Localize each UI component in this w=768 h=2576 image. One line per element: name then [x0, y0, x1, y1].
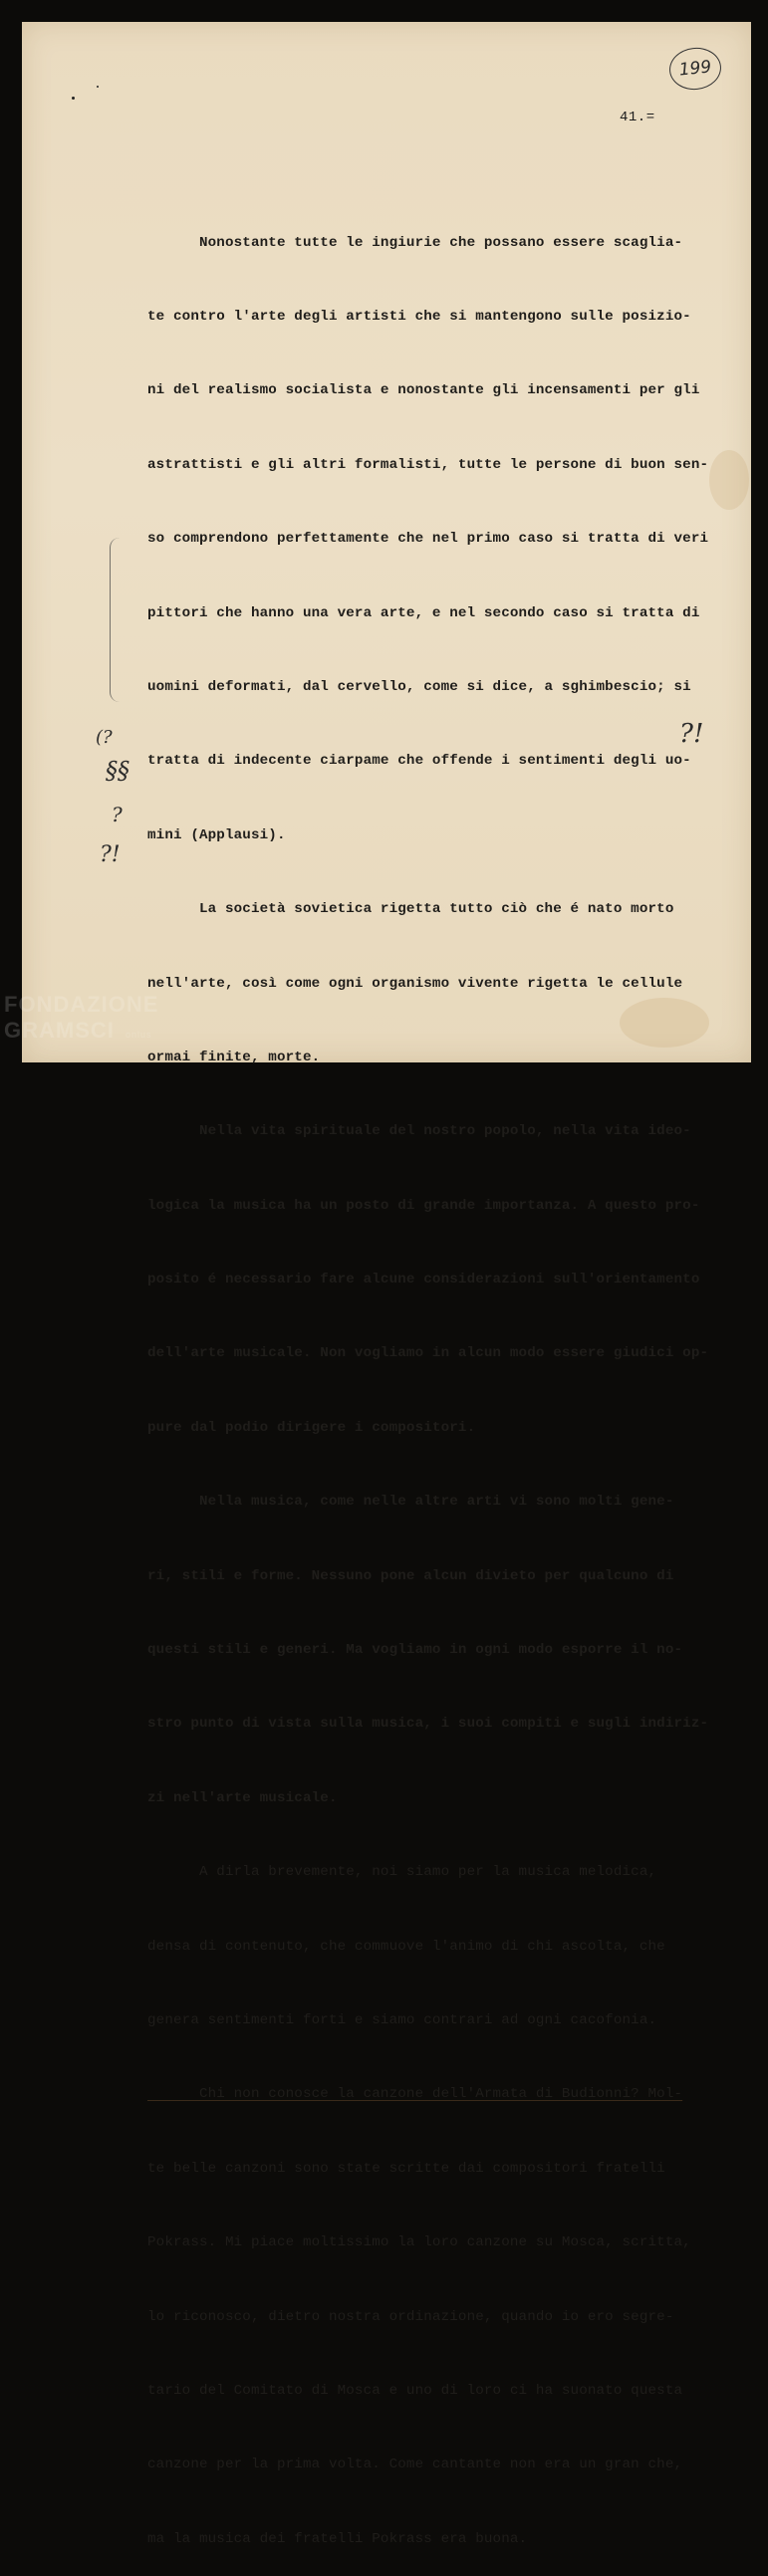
margin-note-question-exclaim-2: ?!: [100, 842, 121, 867]
text-line: lo riconosco, dietro nostra ordinazione, quando io ero segre-: [147, 2308, 674, 2325]
text-line: stro punto di vista sulla musica, i suoi compiti e sugli indiriz-: [147, 1716, 709, 1733]
text-line: A dirla brevemente, noi siamo per la musica melodica,: [147, 1864, 657, 1881]
text-line: Nella musica, come nelle altre arti vi sono molti gene-: [147, 1494, 674, 1511]
text-line: questi stili e generi. Ma vogliamo in ogni modo esporre il no-: [147, 1642, 683, 1659]
text-line: pittori che hanno una vera arte, e nel secondo caso si tratta di: [147, 604, 700, 621]
watermark-onlus: onlus: [126, 1030, 152, 1040]
ink-dot: [72, 97, 75, 100]
text-line: pure dal podio dirigere i compositori.: [147, 1419, 476, 1436]
text-line: uomini deformati, dal cervello, come si dice, a sghimbescio; si: [147, 678, 691, 695]
margin-bracket: [110, 538, 125, 702]
text-line: ri, stili e forme. Nessuno pone alcun divieto per qualcuno di: [147, 1567, 674, 1584]
text-line: genera sentimenti forti e siamo contrari ad ogni cacofonia.: [147, 2011, 657, 2028]
text-line: Pokrass. Mi piace moltissimo la loro canzone su Mosca, scritta,: [147, 2234, 691, 2251]
text-line: La società sovietica rigetta tutto ciò che é nato morto: [147, 901, 674, 918]
text-line: so comprendono perfettamente che nel primo caso si tratta di veri: [147, 531, 709, 548]
margin-note-question-exclaim: ?!: [679, 719, 704, 749]
text-line: dell'arte musicale. Non vogliamo in alcun modo essere giudici op-: [147, 1345, 709, 1362]
text-line: tratta di indecente ciarpame che offende i sentimenti degli uo-: [147, 753, 691, 770]
text-line: ormai finite, morte.: [147, 1049, 321, 1065]
page-number: 41.=: [620, 110, 655, 125]
margin-note-question: ?: [112, 803, 123, 826]
stamp-number: 199: [677, 57, 713, 81]
margin-note-paren-question: (?: [96, 727, 113, 748]
text-line: canzone per la prima volta. Come cantante non era un gran che,: [147, 2457, 683, 2473]
text-line: tario del Comitato di Mosca e uno di loro ci ha suonato questa: [147, 2382, 683, 2399]
text-line: Nonostante tutte le ingiurie che possano essere scaglia-: [147, 234, 683, 251]
text-line: logica la musica ha un posto di grande importanza. A questo pro-: [147, 1197, 700, 1214]
text-line: Nella vita spirituale del nostro popolo, nella vita ideo-: [147, 1123, 691, 1140]
typewritten-body: [147, 181, 725, 2576]
text-line-underlined: Chi non conosce la canzone dell'Armata di Budionni? Mol-: [147, 2086, 683, 2103]
text-line: te belle canzoni sono state scritte dai compositori fratelli: [147, 2160, 665, 2177]
text-line: zi nell'arte musicale.: [147, 1789, 338, 1806]
text-line: posito é necessario fare alcune considerazioni sull'orientamento: [147, 1272, 700, 1288]
text-line: astrattisti e gli altri formalisti, tutte le persone di buon sen-: [147, 456, 709, 473]
watermark-logo: [4, 992, 158, 1048]
text-line: te contro l'arte degli artisti che si mantengono sulle posizio-: [147, 308, 691, 325]
text-line: mini (Applausi).: [147, 826, 286, 843]
margin-note-section-marks: §§: [106, 757, 129, 785]
watermark-line2: GRAMSCI: [4, 1018, 115, 1043]
text-line: densa di contenuto, che commuove l'animo di chi ascolta, che: [147, 1938, 665, 1955]
watermark-line1: FONDAZIONE: [4, 992, 159, 1017]
text-line: ma la musica dei fratelli Pokrass era buona.: [147, 2530, 528, 2547]
text-line: ni del realismo socialista e nonostante gli incensamenti per gli: [147, 382, 700, 399]
text-line: nell'arte, così come ogni organismo vivente rigetta le cellule: [147, 975, 683, 992]
ink-dot: [97, 86, 99, 88]
